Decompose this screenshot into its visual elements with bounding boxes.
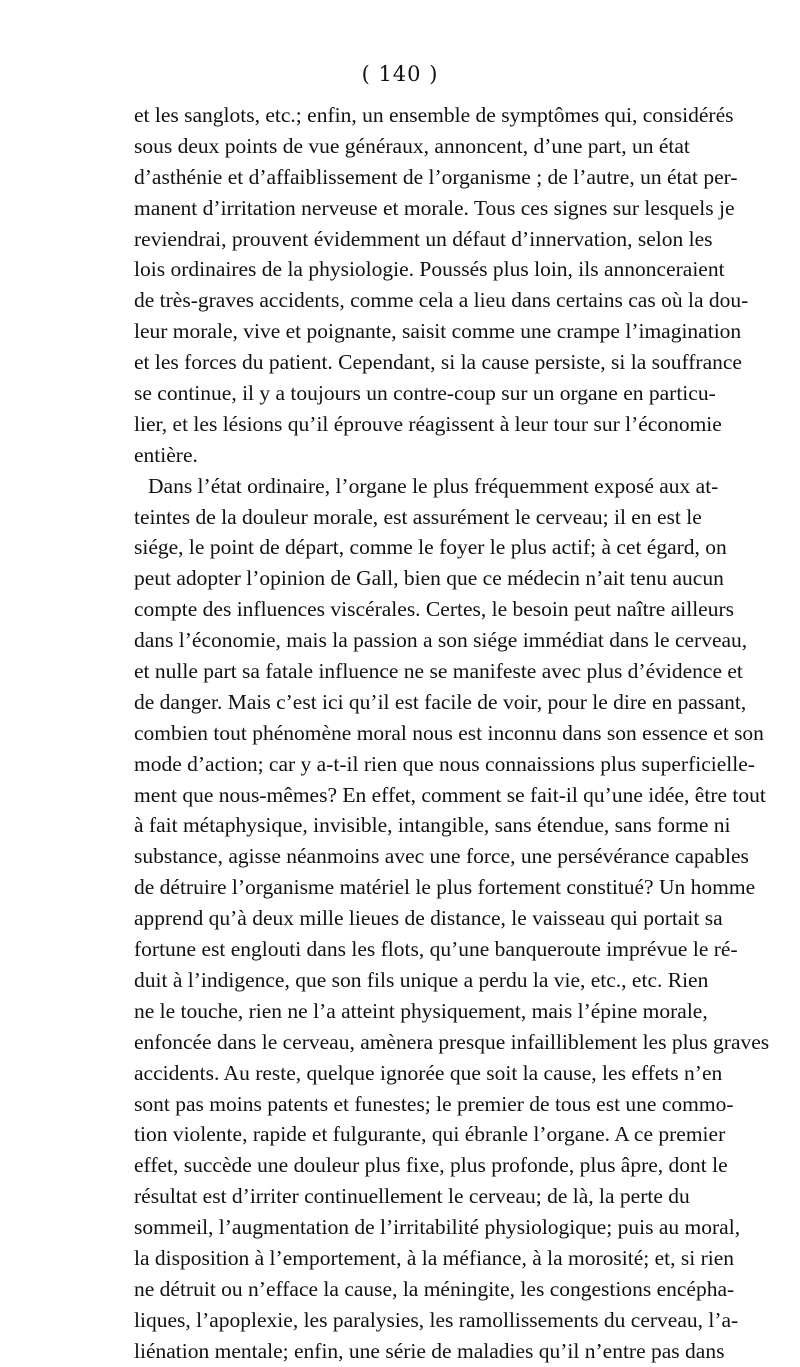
text-line: d’asthénie et d’affaiblissement de l’organisme ; de l’autre, un état per-	[134, 164, 738, 189]
text-line: mode d’action; car y a-t-il rien que nous connaissions plus superficielle-	[134, 751, 755, 776]
text-line: sont pas moins patents et funestes; le premier de tous est une commo-	[134, 1091, 734, 1116]
text-line: dans l’économie, mais la passion a son siége immédiat dans le cerveau,	[134, 628, 748, 653]
text-line: sous deux points de vue généraux, annoncent, d’une part, un état	[134, 133, 690, 158]
paragraph	[134, 100, 749, 471]
text-line: lier, et les lésions qu’il éprouve réagissent à leur tour sur l’économie	[134, 411, 722, 436]
text-line: sommeil, l’augmentation de l’irritabilité physiologique; puis au moral,	[134, 1215, 741, 1240]
text-line: liénation mentale; enfin, une série de maladies qu’il n’entre pas dans	[134, 1338, 725, 1363]
text-line: manent d’irritation nerveuse et morale. Tous ces signes sur lesquels je	[134, 195, 735, 220]
text-line: ment que nous-mêmes? En effet, comment se fait-il qu’une idée, être tout	[134, 782, 766, 807]
text-line: tion violente, rapide et fulgurante, qui ébranle l’organe. A ce premier	[134, 1122, 726, 1147]
text-line: reviendrai, prouvent évidemment un défaut d’innervation, selon les	[134, 226, 713, 251]
text-line: et les forces du patient. Cependant, si la cause persiste, si la souffrance	[134, 350, 742, 375]
text-line: ne détruit ou n’efface la cause, la méningite, les congestions encépha-	[134, 1276, 735, 1301]
text-line: résultat est d’irriter continuellement le cerveau; de là, la perte du	[134, 1184, 690, 1209]
text-line: effet, succède une douleur plus fixe, plus profonde, plus âpre, dont le	[134, 1153, 728, 1178]
text-line: duit à l’indigence, que son fils unique a perdu la vie, etc., etc. Rien	[134, 967, 709, 992]
text-line: de détruire l’organisme matériel le plus fortement constitué? Un homme	[134, 875, 756, 900]
text-line: siége, le point de départ, comme le foyer le plus actif; à cet égard, on	[134, 535, 727, 560]
page-number: ( 140 )	[361, 62, 439, 86]
body-text	[134, 100, 770, 1367]
text-line: substance, agisse néanmoins avec une force, une persévérance capables	[134, 844, 749, 869]
text-line: Dans l’état ordinaire, l’organe le plus fréquemment exposé aux at-	[148, 473, 719, 498]
text-line: la disposition à l’emportement, à la méfiance, à la morosité; et, si rien	[134, 1245, 735, 1270]
paragraph	[134, 471, 770, 1367]
text-line: compte des influences viscérales. Certes, le besoin peut naître ailleurs	[134, 597, 734, 622]
text-line: apprend qu’à deux mille lieues de distance, le vaisseau qui portait sa	[134, 906, 723, 931]
text-line: de danger. Mais c’est ici qu’il est facile de voir, pour le dire en passant,	[134, 689, 747, 714]
text-line: enfoncée dans le cerveau, amènera presque infailliblement les plus graves	[134, 1029, 770, 1054]
text-line: leur morale, vive et poignante, saisit comme une crampe l’imagination	[134, 319, 742, 344]
text-line: entière.	[134, 442, 198, 467]
text-line: peut adopter l’opinion de Gall, bien que ce médecin n’ait tenu aucun	[134, 566, 724, 591]
text-line: teintes de la douleur morale, est assurément le cerveau; il en est le	[134, 504, 702, 529]
text-line: et nulle part sa fatale influence ne se manifeste avec plus d’évidence et	[134, 659, 743, 684]
text-line: accidents. Au reste, quelque ignorée que soit la cause, les effets n’en	[134, 1060, 723, 1085]
text-line: de très-graves accidents, comme cela a lieu dans certains cas où la dou-	[134, 288, 749, 313]
text-line: combien tout phénomène moral nous est inconnu dans son essence et son	[134, 720, 764, 745]
text-line: ne le touche, rien ne l’a atteint physiquement, mais l’épine morale,	[134, 998, 708, 1023]
text-line: et les sanglots, etc.; enfin, un ensemble de symptômes qui, considérés	[134, 103, 734, 127]
text-line: se continue, il y a toujours un contre-coup sur un organe en particu-	[134, 381, 716, 406]
text-line: liques, l’apoplexie, les paralysies, les ramollissements du cerveau, l’a-	[134, 1307, 739, 1332]
text-line: fortune est englouti dans les flots, qu’une banqueroute imprévue le ré-	[134, 937, 738, 962]
text-line: lois ordinaires de la physiologie. Poussés plus loin, ils annonceraient	[134, 257, 725, 282]
text-line: à fait métaphysique, invisible, intangible, sans étendue, sans forme ni	[134, 813, 731, 838]
